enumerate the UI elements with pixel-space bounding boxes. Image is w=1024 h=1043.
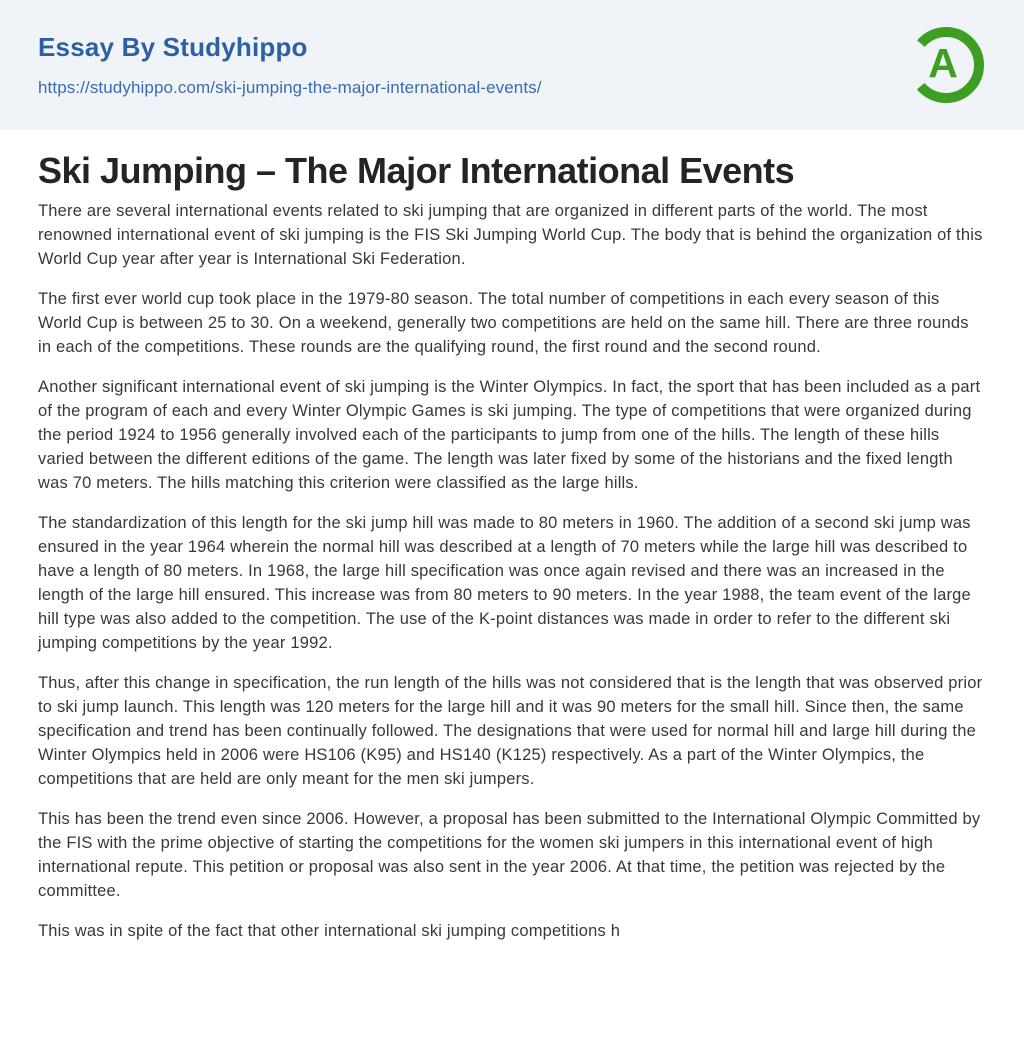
essay-paragraph: The first ever world cup took place in the 1979-80 season. The total number of competitions in each every season of this World Cup is between 25 to 30. On a weekend, generally two competitions are held on the same hill. There are three rounds in each of the competitions. These rounds are the qualifying round, the first round and the second round. (38, 290, 969, 357)
essay-content (0, 130, 1024, 943)
site-title: Essay By Studyhippo (38, 32, 308, 62)
page-header (0, 0, 1024, 130)
essay-paragraph: This has been the trend even since 2006. However, a proposal has been submitted to the International Olympic Committed by the FIS with the prime objective of starting the competitions for the women ski jumpers in this international event of high international repute. This petition or proposal was also sent in the year 2006. At that time, the petition was rejected by the committee. (38, 810, 981, 901)
studyhippo-logo-icon (906, 25, 986, 105)
essay-title: Ski Jumping – The Major International Events (38, 150, 795, 191)
essay-paragraph: This was in spite of the fact that other international ski jumping competitions h (38, 922, 621, 941)
essay-paragraph: The standardization of this length for the ski jump hill was made to 80 meters in 1960. The addition of a second ski jump was ensured in the year 1964 wherein the normal hill was described at a length of 70 meters while the large hill was described to have a length of 80 meters. In 1968, the large hill specification was once again revised and there was an increased in the length of the large hill ensured. This increase was from 80 meters to 90 meters. In the year 1988, the team event of the large hill type was also added to the competition. The use of the K-point distances was made in order to refer to the different ski jumping competitions by the year 1992. (38, 514, 971, 653)
logo-letter: A (928, 40, 958, 86)
essay-paragraph: Another significant international event of ski jumping is the Winter Olympics. In fact, the sport that has been included as a part of the program of each and every Winter Olympic Games is ski jumping. The type of competitions that were organized during the period 1924 to 1956 generally involved each of the participants to jump from one of the hills. The length of these hills varied between the different editions of the game. The length was later fixed by some of the historians and the fixed length was 70 meters. The hills matching this criterion were classified as the large hills. (38, 378, 981, 493)
header-text-block (38, 32, 542, 98)
essay-url-link[interactable]: https://studyhippo.com/ski-jumping-the-major-international-events/ (38, 78, 542, 97)
essay-paragraph: There are several international events related to ski jumping that are organized in different parts of the world. The most renowned international event of ski jumping is the FIS Ski Jumping World Cup. The body that is behind the organization of this World Cup year after year is International Ski Federation. (38, 202, 983, 269)
essay-paragraph: Thus, after this change in specification, the run length of the hills was not considered that is the length that was observed prior to ski jump launch. This length was 120 meters for the large hill and it was 90 meters for the small hill. Since then, the same specification and trend has been continually followed. The designations that were used for normal hill and large hill during the Winter Olympics held in 2006 were HS106 (K95) and HS140 (K125) respectively. As a part of the Winter Olympics, the competitions that are held are only meant for the men ski jumpers. (38, 674, 983, 789)
